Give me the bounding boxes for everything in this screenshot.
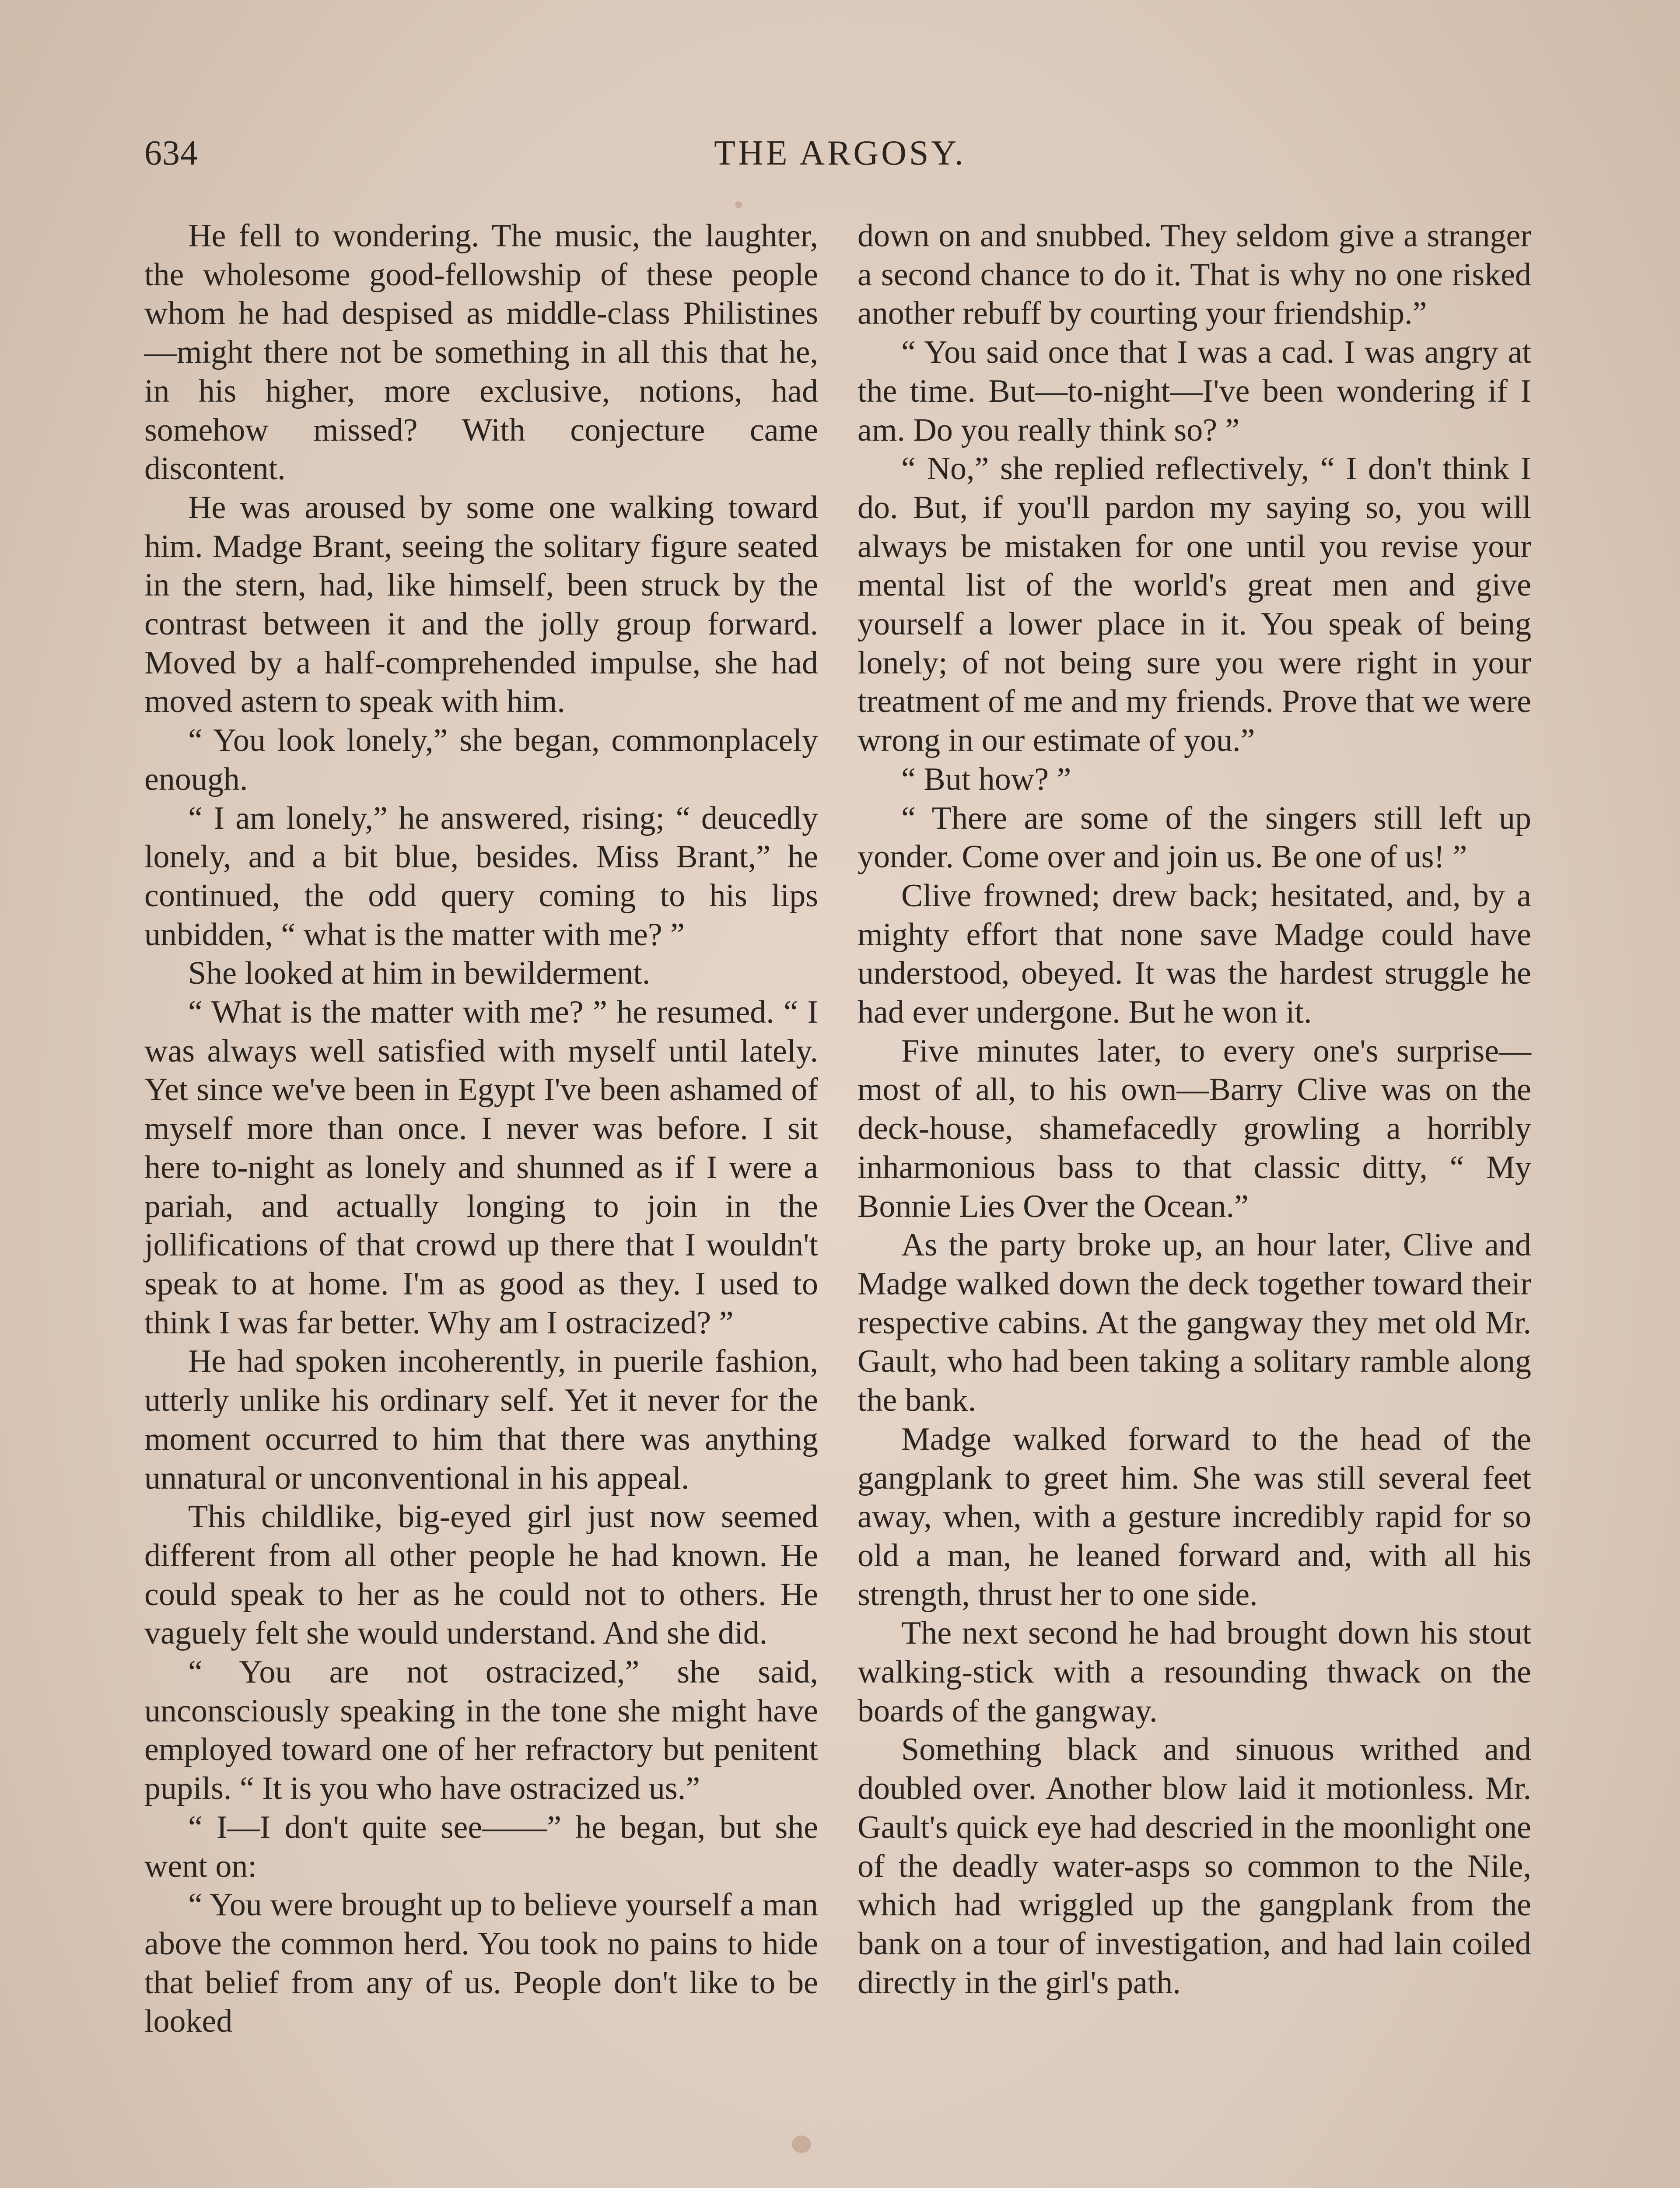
paragraph: Clive frowned; drew back; hesitated, and, by a mighty effort that none save Madge could have understood, obeyed. It was the hardest struggle he had ever undergone. But he won it.	[858, 877, 1531, 1031]
paragraph: down on and snubbed. They seldom give a stranger a second chance to do it. That is why no one risked another rebuff by courting your friendship.”	[858, 218, 1531, 332]
paper-stain	[792, 2135, 811, 2153]
page-number: 634	[144, 134, 198, 172]
paragraph: “ I am lonely,” he answered, rising; “ deucedly lonely, and a bit blue, besides. Miss Brant,” he continued, the odd query coming to his lips unbidden, “ what is the matter with me? ”	[144, 800, 818, 953]
paragraph: “ You were brought up to believe yourself a man above the common herd. You took no pains to hide that belief from any of us. People don't like to be looked	[144, 1887, 818, 2040]
paragraph: She looked at him in bewilderment.	[188, 955, 651, 992]
paragraph: “ You look lonely,” she began, commonplacely enough.	[144, 722, 818, 797]
paragraph: “ But how? ”	[901, 761, 1071, 797]
paragraph: Something black and sinuous writhed and doubled over. Another blow laid it motionless. Mr. Gault's quick eye had descried in the moonlight one of the deadly water-asps so common to the Nile, which had wriggled up the gangplank from the bank on a tour of investigation, and had lain coiled directly in the girl's path.	[858, 1732, 1531, 2001]
paragraph: As the party broke up, an hour later, Clive and Madge walked down the deck together toward their respective cabins. At the gangway they met old Mr. Gault, who had been taking a solitary ramble along the bank.	[858, 1227, 1531, 1419]
left-column	[144, 217, 818, 2041]
paragraph: “ You said once that I was a cad. I was angry at the time. But—to-night—I've been wondering if I am. Do you really think so? ”	[858, 334, 1531, 448]
paragraph: He was aroused by some one walking toward him. Madge Brant, seeing the solitary figure seated in the stern, had, like himself, been struck by the contrast between it and the jolly group forward. Moved by a half-comprehended impulse, she had moved astern to speak with him.	[144, 489, 818, 720]
paragraph: “ What is the matter with me? ” he resumed. “ I was always well satisfied with myself until lately. Yet since we've been in Egypt I've been ashamed of myself more than once. I never was before. I sit here to-night as lonely and shunned as if I were a pariah, and actually longing to join in the jollifications of that crowd up there that I wouldn't speak to at home. I'm as good as they. I used to think I was far better. Why am I ostracized? ”	[144, 994, 818, 1341]
paragraph: He had spoken incoherently, in puerile fashion, utterly unlike his ordinary self. Yet it never for the moment occurred to him that there was anything unnatural or unconventional in his appeal.	[144, 1343, 818, 1496]
paragraph: “ There are some of the singers still left up yonder. Come over and join us. Be one of us! ”	[858, 800, 1531, 875]
paragraph: He fell to wondering. The music, the laughter, the wholesome good-fellowship of these people whom he had despised as middle-class Philistines—might there not be something in all this that he, in his higher, more exclusive, notions, had somehow missed? With conjecture came discontent.	[144, 218, 818, 487]
running-head: THE ARGOSY.	[714, 134, 966, 172]
paper-stain	[735, 201, 742, 208]
paragraph: Madge walked forward to the head of the gangplank to greet him. She was still several feet away, when, with a gesture incredibly rapid for so old a man, he leaned forward and, with all his strength, thrust her to one side.	[858, 1421, 1531, 1613]
paragraph: “ I—I don't quite see——” he began, but she went on:	[144, 1809, 818, 1884]
paragraph: “ No,” she replied reflectively, “ I don't think I do. But, if you'll pardon my saying so, you will always be mistaken for one until you revise your mental list of the world's great men and give yourself a lower place in it. You speak of being lonely; of not being sure you were right in your treatment of me and my friends. Prove that we were wrong in our estimate of you.”	[858, 451, 1531, 759]
paragraph: Five minutes later, to every one's surprise—most of all, to his own—Barry Clive was on the deck-house, shamefacedly growling a horribly inharmonious bass to that classic ditty, “ My Bonnie Lies Over the Ocean.”	[858, 1033, 1531, 1224]
paragraph: This childlike, big-eyed girl just now seemed different from all other people he had known. He could speak to her as he could not to others. He vaguely felt she would understand. And she did.	[144, 1499, 818, 1652]
paragraph: The next second he had brought down his stout walking-stick with a resounding thwack on the boards of the gangway.	[858, 1615, 1531, 1729]
right-column	[858, 217, 1531, 2002]
paragraph: “ You are not ostracized,” she said, unconsciously speaking in the tone she might have employed toward one of her refractory but penitent pupils. “ It is you who have ostracized us.”	[144, 1654, 818, 1807]
